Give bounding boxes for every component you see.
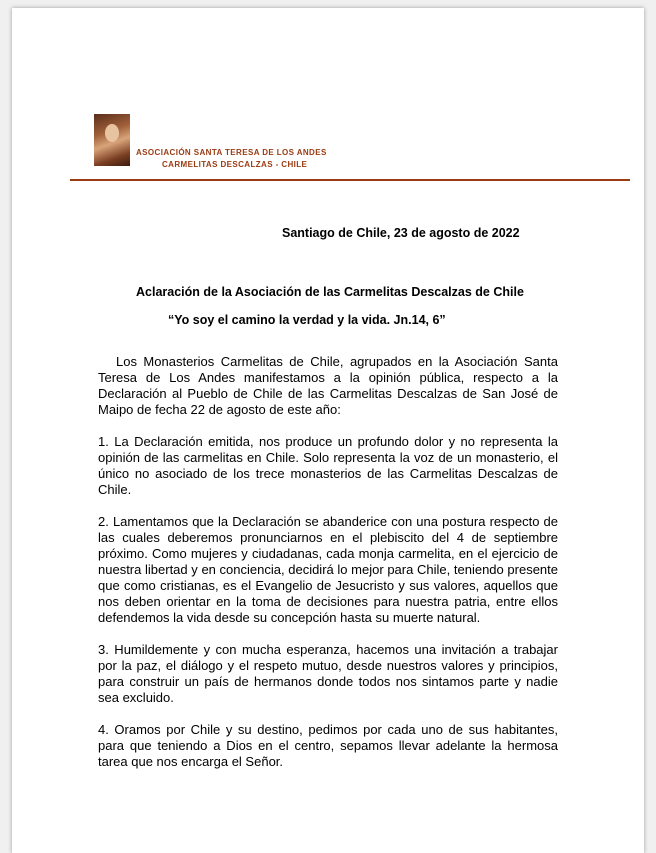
bible-quote: “Yo soy el camino la verdad y la vida. Jn.14, 6”: [168, 313, 446, 327]
letter-title: Aclaración de la Asociación de las Carmelitas Descalzas de Chile: [136, 285, 524, 299]
paragraph-intro: Los Monasterios Carmelitas de Chile, agrupados en la Asociación Santa Teresa de Los Andes manifestamos a la opinión pública, respecto a la Declaración al Pueblo de Chile de las Carmelitas Descalzas de San José de Maipo de fecha 22 de agosto de este año:: [98, 354, 558, 417]
paragraph-1: 1. La Declaración emitida, nos produce un profundo dolor y no representa la opinión de las carmelitas en Chile. Solo representa la voz de un monasterio, el único no asociado de los trece monasterios de las Carmelitas Descalzas de Chile.: [98, 434, 558, 497]
document-page: [12, 8, 644, 853]
paragraph-4: 4. Oramos por Chile y su destino, pedimos por cada uno de sus habitantes, para que teniendo a Dios en el centro, sepamos llevar adelante la hermosa tarea que nos encarga el Señor.: [98, 722, 558, 769]
paragraph-2: 2. Lamentamos que la Declaración se abanderice con una postura respecto de las cuales deberemos pronunciarnos en el plebiscito del 4 de septiembre próximo. Como mujeres y ciudadanas, cada monja carmelita, en el ejercicio de nuestra libertad y en conciencia, decidirá lo mejor para Chile, teniendo presente que como cristianas, es el Evangelio de Jesucristo y sus valores, aquellos que nos deben orientar en la toma de decisiones para nuestra patria, entre ellos defendemos la vida desde su concepción hasta su muerte natural.: [98, 514, 558, 625]
header-divider: [70, 179, 630, 181]
portrait-face: [105, 124, 119, 142]
org-name-line1: ASOCIACIÓN SANTA TERESA DE LOS ANDES: [136, 148, 327, 157]
org-name-line2: CARMELITAS DESCALZAS - CHILE: [162, 160, 308, 169]
paragraph-3: 3. Humildemente y con mucha esperanza, hacemos una invitación a trabajar por la paz, el diálogo y el respeto mutuo, desde nuestros valores y principios, para construir un país de hermanos donde todos nos sintamos parte y nadie sea excluido.: [98, 642, 558, 705]
letter-body: [98, 354, 558, 786]
letter-date: Santiago de Chile, 23 de agosto de 2022: [282, 226, 520, 240]
saint-portrait-logo: [94, 114, 130, 166]
